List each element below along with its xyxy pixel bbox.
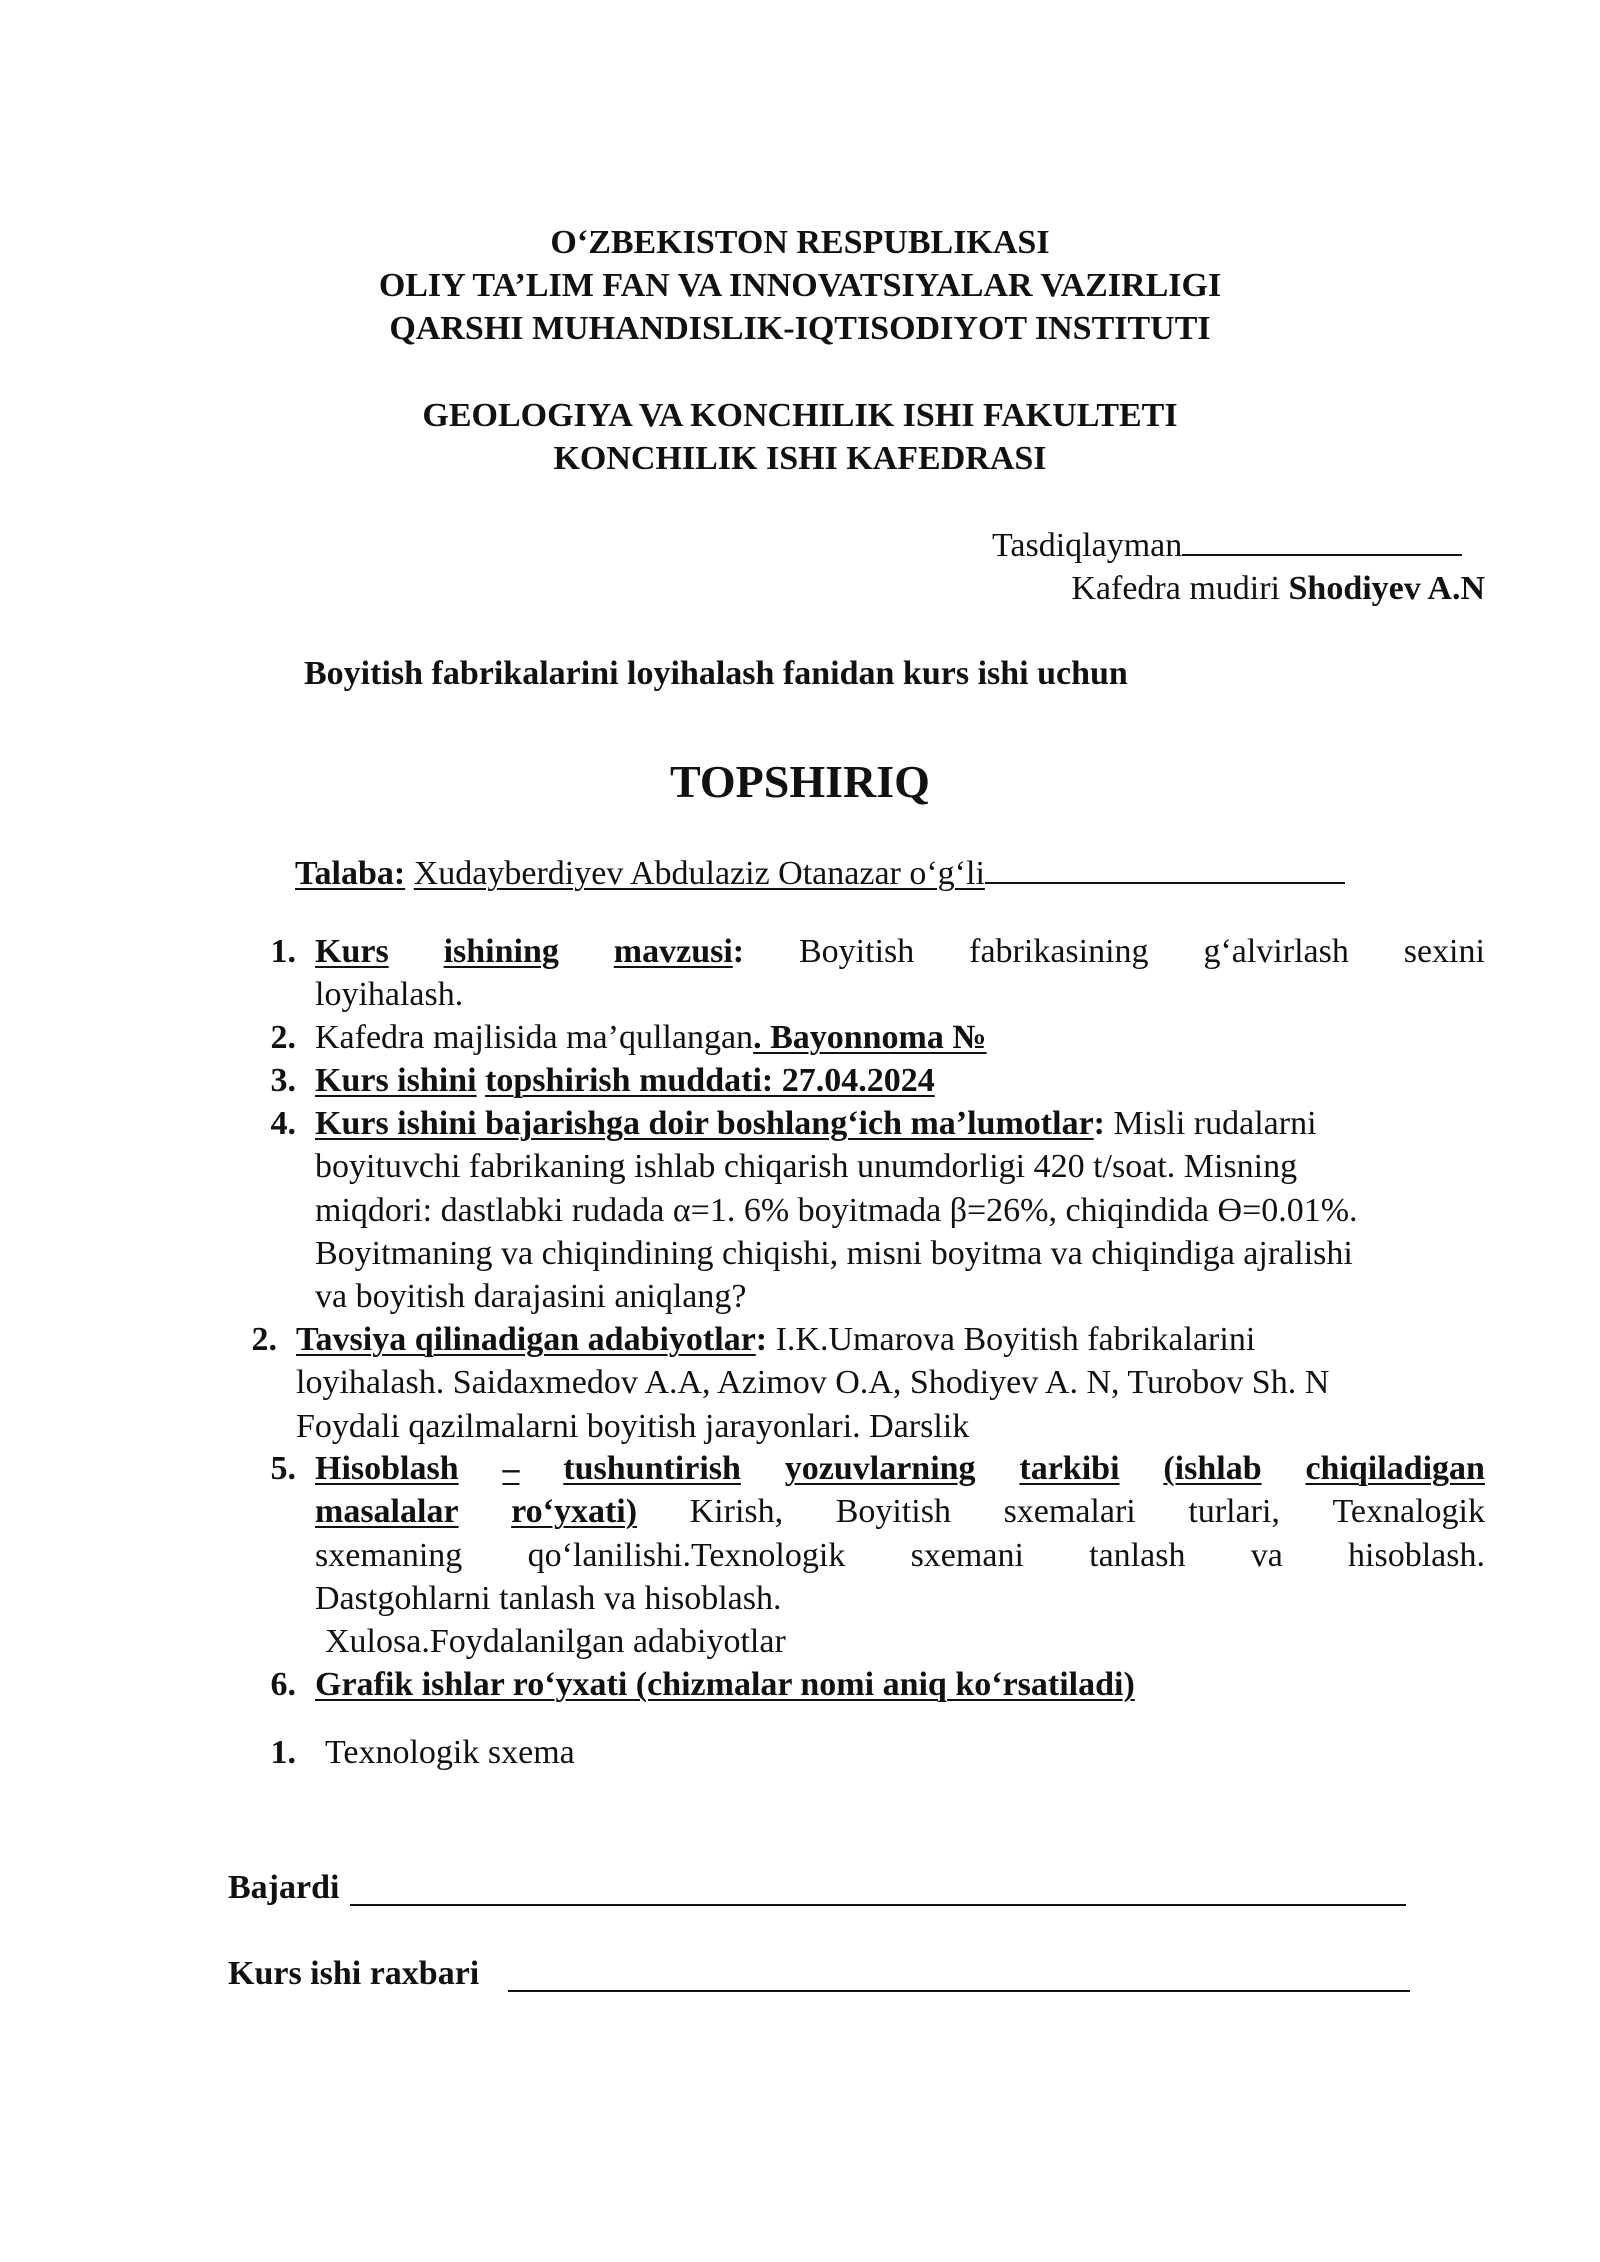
- item-2-approval: [315, 1016, 987, 1059]
- item-literature-line: loyihalash. Saidaxmedov A.A, Azimov O.A, Shodiyev A. N, Turobov Sh. N: [296, 1364, 1330, 1402]
- supervisor-signature-line: [508, 1988, 1410, 1992]
- item-5-number: 5.: [270, 1450, 296, 1487]
- header-institute: QARSHI MUHANDISLIK-IQTISODIYOT INSTITUTI: [389, 310, 1211, 347]
- item-literature-number: 2.: [251, 1321, 277, 1358]
- drawing-1-number: 1.: [270, 1734, 296, 1771]
- done-by-label: Bajardi: [228, 1869, 340, 1906]
- approval-label: Tasdiqlayman: [992, 527, 1183, 564]
- item-1-text-word: g‘alvirlash: [1203, 933, 1349, 970]
- item-3-deadline: [315, 1059, 935, 1102]
- drawing-1-text: Texnologik sxema: [325, 1734, 575, 1771]
- item-4-initial-data: Kurs ishini bajarishga doir boshlang‘ich ma’lumotlar: Misli rudalarni boyituvchi fabrikaning ishlab chiqarish unumdorligi 420 t/soat. Misning miqdori: dastlabki rudada α=1. 6% boyitmada β=26%, chiqindida Ɵ=0.01%. Boyitmaning va chiqindining chiqishi, misni boyitma va chiqindiga ajralishi va boyitish darajasini aniqlang?: [315, 1102, 1490, 1318]
- subject-line: Boyitish fabrikalarini loyihalash fanidan kurs ishi uchun: [304, 655, 1128, 692]
- item-4-text: Misli rudalarni: [1113, 1105, 1317, 1142]
- item-2-label: . Bayonnoma №: [753, 1019, 987, 1056]
- item-1-text-word: Boyitish: [799, 933, 915, 970]
- item-1-topic: [315, 930, 1485, 1017]
- item-1-text-line2: loyihalash.: [315, 976, 464, 1014]
- approval-name: Shodiyev A.N: [1288, 570, 1485, 607]
- item-5-line4: Dastgohlarni tanlash va hisoblash.: [315, 1579, 782, 1617]
- item-5-line2: masalalar ro‘yxati) Kirish, Boyitish sxemalari turlari, Texnalogik: [315, 1493, 1485, 1531]
- header-ministry: OLIY TA’LIM FAN VA INNOVATSIYALAR VAZIRLIGI: [378, 267, 1222, 304]
- item-1-text-word: fabrikasining: [969, 933, 1149, 970]
- item-2-text: Kafedra majlisida ma’qullangan: [315, 1019, 754, 1056]
- item-1-label-word: Kurs: [315, 933, 389, 970]
- item-literature-line: Foydali qazilmalarni boyitish jarayonlari. Darslik: [296, 1407, 970, 1445]
- item-3-label-b: topshirish muddati: 27.04.2024: [485, 1062, 935, 1099]
- item-5-contents: [315, 1447, 1485, 1663]
- item-4-label: Kurs ishini bajarishga doir boshlang‘ich ma’lumotlar: [315, 1105, 1094, 1142]
- item-literature-text: I.K.Umarova Boyitish fabrikalarini: [775, 1321, 1256, 1358]
- approval-line: [992, 524, 1462, 567]
- item-4-line: boyituvchi fabrikaning ishlab chiqarish unumdorligi 420 t/soat. Misning: [315, 1148, 1298, 1186]
- item-3-number: 3.: [270, 1062, 296, 1099]
- item-2-number: 2.: [270, 1019, 296, 1056]
- student-name-blank: [985, 852, 1345, 884]
- header-faculty: GEOLOGIYA VA KONCHILIK ISHI FAKULTETI: [422, 397, 1178, 434]
- supervisor-label: Kurs ishi raxbari: [228, 1955, 480, 1992]
- student-line: [295, 852, 1345, 895]
- student-name: Xudayberdiyev Abdulaziz Otanazar o‘g‘li: [413, 855, 985, 892]
- item-4-line: miqdori: dastlabki rudada α=1. 6% boyitmada β=26%, chiqindida Ɵ=0.01%.: [315, 1191, 1358, 1229]
- item-4-line: va boyitish darajasini aniqlang?: [315, 1278, 747, 1316]
- student-label: Talaba:: [295, 855, 406, 892]
- item-5-line1: Hisoblash – tushuntirish yozuvlarning tarkibi (ishlab chiqiladigan: [315, 1450, 1485, 1487]
- item-3-label-a: Kurs ishini: [315, 1062, 477, 1099]
- item-5-line5: Xulosa.Foydalanilgan adabiyotlar: [325, 1623, 786, 1661]
- item-1-text-word: sexini: [1403, 933, 1485, 970]
- item-literature-label: Tavsiya qilinadigan adabiyotlar: [296, 1321, 756, 1358]
- approval-head: [1071, 567, 1485, 610]
- item-1-label-end: mavzusi:: [613, 933, 745, 970]
- item-4-line: Boyitmaning va chiqindining chiqishi, misni boyitma va chiqindiga ajralishi: [315, 1234, 1353, 1272]
- item-6-number: 6.: [270, 1666, 296, 1703]
- item-6-label: Grafik ishlar ro‘yxati (chizmalar nomi aniq ko‘rsatiladi): [315, 1666, 1135, 1703]
- approval-role: Kafedra mudiri: [1071, 570, 1280, 607]
- header-country: O‘ZBEKISTON RESPUBLIKASI: [550, 224, 1050, 261]
- item-literature: Tavsiya qilinadigan adabiyotlar: I.K.Umarova Boyitish fabrikalarini loyihalash. Saidaxmedov A.A, Azimov O.A, Shodiyev A. N, Turobov Sh. N Foydali qazilmalarni boyitish jarayonlari. Darslik: [296, 1318, 1496, 1448]
- item-5-line3: sxemaning qo‘lanilishi.Texnologik sxemani tanlash va hisoblash.: [315, 1536, 1485, 1574]
- item-1-number: 1.: [270, 933, 296, 970]
- done-by-signature-line: [350, 1902, 1406, 1906]
- document-title: TOPSHIRIQ: [670, 756, 930, 807]
- item-1-label-word: ishining: [443, 933, 559, 970]
- approval-signature-blank: [1182, 524, 1462, 556]
- header-department: KONCHILIK ISHI KAFEDRASI: [553, 440, 1047, 477]
- item-4-number: 4.: [270, 1105, 296, 1142]
